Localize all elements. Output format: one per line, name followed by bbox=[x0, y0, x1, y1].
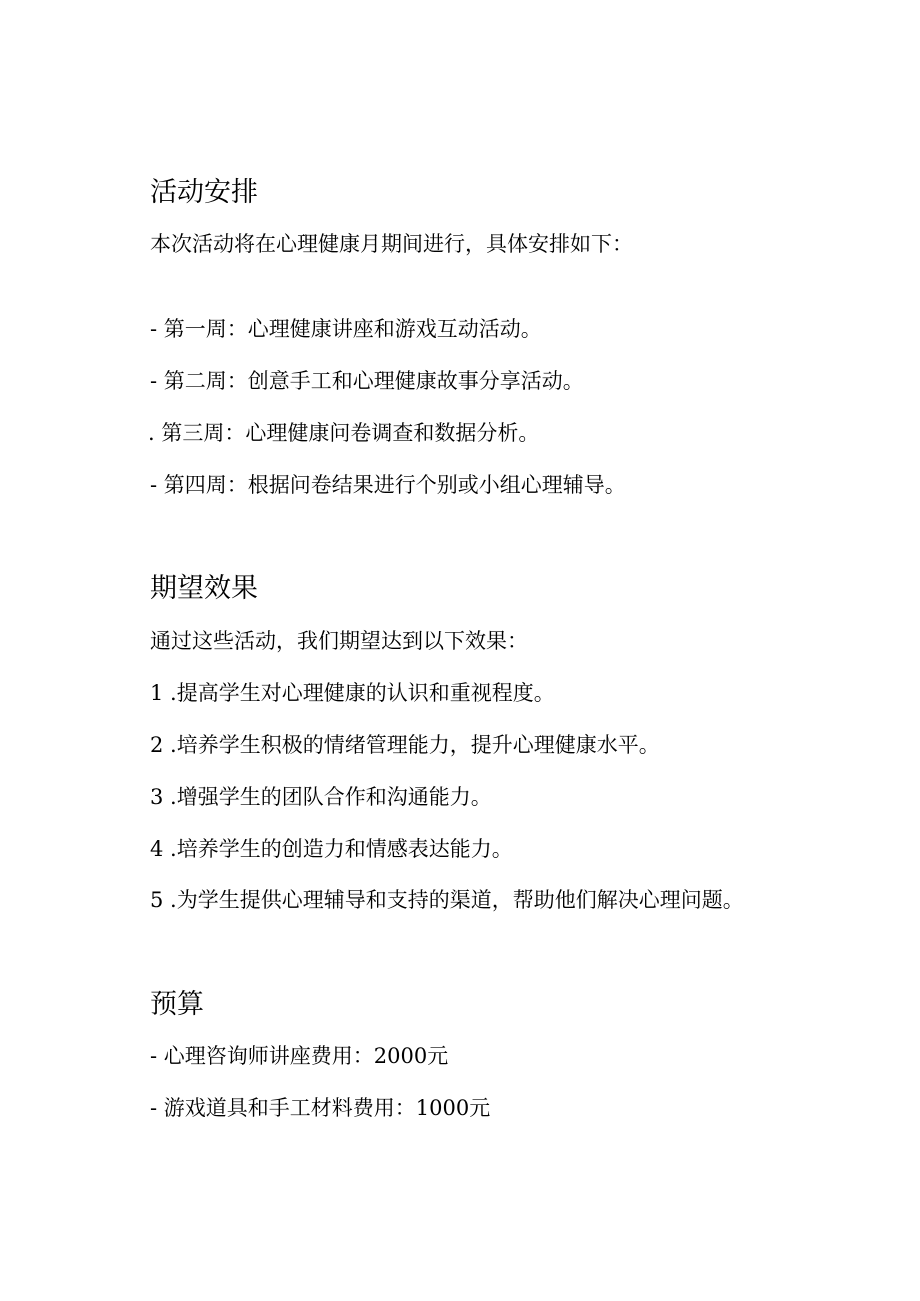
budget-item-materials-fee: - 游戏道具和手工材料费用：1000元 bbox=[150, 1096, 491, 1120]
section-heading-effects: 期望效果 bbox=[150, 573, 258, 604]
schedule-item-week-3: . 第三周：心理健康问卷调查和数据分析。 bbox=[148, 421, 540, 445]
schedule-item-week-2: - 第二周：创意手工和心理健康故事分享活动。 bbox=[150, 369, 584, 393]
effects-item-5: 5 .为学生提供心理辅导和支持的渠道，帮助他们解决心理问题。 bbox=[150, 888, 744, 912]
effects-intro: 通过这些活动，我们期望达到以下效果： bbox=[150, 629, 528, 653]
schedule-item-week-1: - 第一周：心理健康讲座和游戏互动活动。 bbox=[150, 317, 542, 341]
effects-item-4: 4 .培养学生的创造力和情感表达能力。 bbox=[150, 837, 513, 861]
section-heading-budget: 预算 bbox=[150, 989, 204, 1020]
effects-item-3: 3 .增强学生的团队合作和沟通能力。 bbox=[150, 785, 492, 809]
schedule-intro: 本次活动将在心理健康月期间进行，具体安排如下： bbox=[150, 232, 633, 256]
budget-item-lecture-fee: - 心理咨询师讲座费用：2000元 bbox=[150, 1044, 449, 1068]
effects-item-1: 1 .提高学生对心理健康的认识和重视程度。 bbox=[150, 681, 555, 705]
effects-item-2: 2 .培养学生积极的情绪管理能力，提升心理健康水平。 bbox=[150, 733, 660, 757]
schedule-item-week-4: - 第四周：根据问卷结果进行个别或小组心理辅导。 bbox=[150, 473, 626, 497]
section-heading-schedule: 活动安排 bbox=[150, 177, 258, 208]
